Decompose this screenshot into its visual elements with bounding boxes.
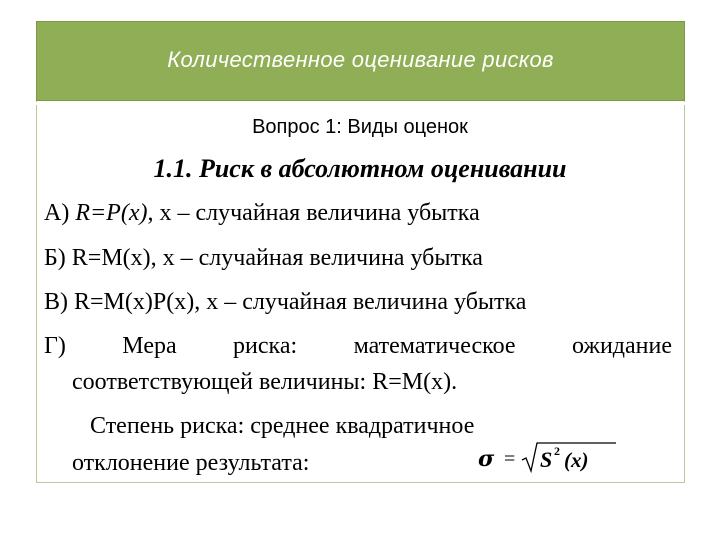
degree-line-1: Степень риска: среднее квадратичное: [90, 413, 475, 439]
item-g-word: Мера: [122, 333, 177, 359]
formula-exponent: 2: [554, 444, 560, 458]
item-a-prefix: А): [44, 200, 76, 226]
formula-sigma: σ: [478, 446, 495, 472]
item-g-word: Г): [44, 333, 66, 359]
section-subheading: 1.1. Риск в абсолютном оценивании: [153, 154, 567, 183]
header-divider: [36, 102, 685, 105]
item-a-formula: R=P(x): [75, 200, 148, 226]
formula-arg: (x): [564, 448, 589, 472]
item-a: [44, 200, 480, 227]
item-g-continuation: соответствующей величины: R=M(x).: [72, 369, 458, 395]
formula-S: S: [540, 447, 553, 472]
formula-equals: =: [504, 448, 516, 470]
question-heading: Вопрос 1: Виды оценок: [252, 116, 468, 138]
item-b: Б) R=M(x), х – случайная величина убытка: [44, 245, 483, 271]
item-a-rest: , х – случайная величина убытка: [147, 200, 480, 226]
std-deviation-formula: [476, 440, 616, 474]
item-g-word: риска:: [233, 333, 298, 359]
item-g-word: математическое: [353, 333, 516, 359]
slide-title: Количественное оценивание рисков: [167, 47, 554, 72]
item-g: [44, 333, 672, 360]
item-v: В) R=M(x)P(x), х – случайная величина убытка: [44, 289, 527, 315]
slide-header: [36, 21, 685, 101]
degree-line-2: отклонение результата:: [72, 450, 310, 476]
item-g-word: ожидание: [571, 333, 672, 359]
